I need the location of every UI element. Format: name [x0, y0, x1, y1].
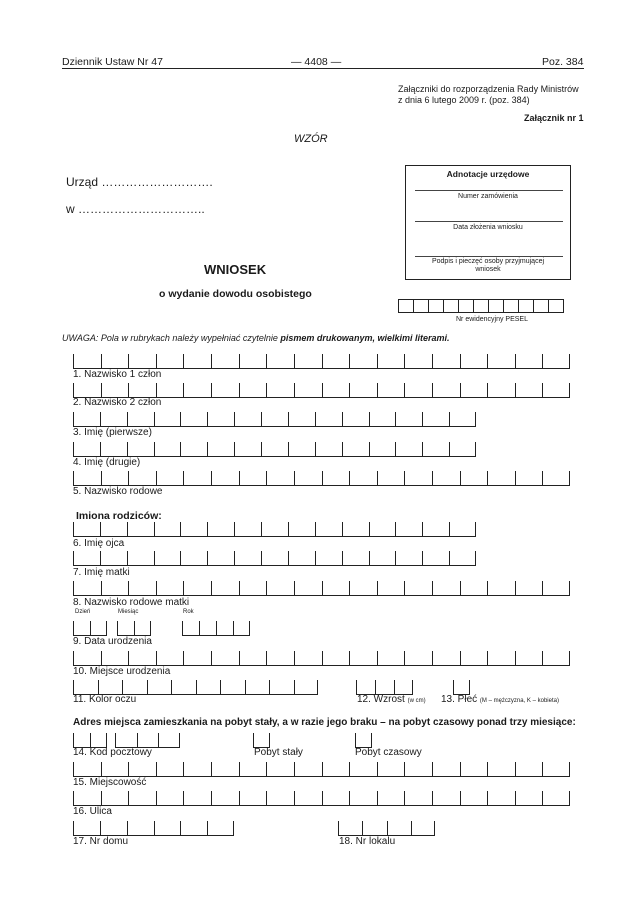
annex-line-1: Załączniki do rozporządzenia Rady Ministrów	[398, 84, 579, 94]
birth-month-input[interactable]	[117, 621, 151, 636]
sex-label-text: 13. Płeć	[441, 694, 478, 705]
office-field: Urząd ……………………….	[66, 175, 213, 189]
office-location-field: w …………………………..	[66, 202, 205, 216]
order-number-line	[415, 190, 563, 191]
permanent-stay-checkbox[interactable]	[253, 733, 270, 748]
signature-label-1: Podpis i pieczęć osoby przyjmującej	[431, 258, 545, 265]
official-annotations-title: Adnotacje urzędowe	[446, 169, 530, 179]
month-label: Miesiąc	[118, 609, 139, 615]
height-label	[357, 694, 426, 705]
sex-hint: (M – mężczyzna, K – kobieta)	[479, 698, 559, 704]
address-heading: Adres miejsca zamieszkania na pobyt stały, a w razie jego braku – na pobyt czasowy ponad trzy miesiące:	[73, 717, 576, 728]
birth-place-label: 10. Miejsce urodzenia	[73, 666, 171, 677]
form-subtitle: o wydanie dowodu osobistego	[159, 288, 312, 300]
street-input[interactable]	[73, 791, 570, 806]
apartment-number-label: 18. Nr lokalu	[339, 836, 396, 847]
height-input[interactable]	[356, 680, 413, 695]
city-input[interactable]	[73, 762, 570, 777]
pesel-input[interactable]	[398, 299, 568, 314]
birth-date-label: 9. Data urodzenia	[73, 636, 152, 647]
day-label: Dzień	[75, 609, 91, 615]
position-number: Poz. 384	[542, 56, 584, 68]
apartment-number-input[interactable]	[338, 821, 435, 836]
signature-label-2: wniosek	[475, 266, 501, 273]
postal-code-1-input[interactable]	[73, 733, 107, 748]
family-name-label: 5. Nazwisko rodowe	[73, 486, 163, 497]
temporary-stay-label: Pobyt czasowy	[355, 747, 422, 758]
sex-input[interactable]	[453, 680, 470, 695]
mother-family-name-input[interactable]	[73, 581, 570, 596]
eye-color-label: 11. Kolor oczu	[73, 694, 137, 705]
birth-day-input[interactable]	[73, 621, 107, 636]
father-name-input[interactable]	[73, 522, 476, 537]
first-name-label: 3. Imię (pierwsze)	[73, 427, 152, 438]
house-number-input[interactable]	[73, 821, 234, 836]
father-name-label: 6. Imię ojca	[73, 538, 125, 549]
surname-1-label: 1. Nazwisko 1 człon	[73, 369, 162, 380]
eye-color-input[interactable]	[73, 680, 318, 695]
birth-year-input[interactable]	[182, 621, 250, 636]
year-label: Rok	[183, 609, 194, 615]
postal-code-label: 14. Kod pocztowy	[73, 747, 152, 758]
birth-place-input[interactable]	[73, 651, 570, 666]
surname-1-input[interactable]	[73, 354, 570, 369]
instructions-note	[62, 333, 449, 343]
signature-line	[415, 256, 563, 257]
sex-label	[441, 694, 559, 705]
journal-name: Dziennik Ustaw Nr 47	[62, 56, 163, 68]
permanent-stay-label: Pobyt stały	[254, 747, 303, 758]
family-name-input[interactable]	[73, 471, 570, 486]
height-unit: (w cm)	[407, 698, 426, 704]
surname-2-label: 2. Nazwisko 2 człon	[73, 397, 162, 408]
pesel-label: Nr ewidencyjny PESEL	[456, 316, 528, 323]
submission-date-label: Data złożenia wniosku	[453, 224, 523, 231]
header-rule	[62, 68, 584, 69]
instructions-note-text: UWAGA: Pola w rubrykach należy wypełniać czytelnie	[62, 333, 281, 343]
second-name-label: 4. Imię (drugie)	[73, 457, 141, 468]
parents-heading: Imiona rodziców:	[76, 510, 162, 522]
mother-name-input[interactable]	[73, 551, 476, 566]
surname-2-input[interactable]	[73, 383, 570, 398]
annex-number: Załącznik nr 1	[524, 113, 584, 123]
temporary-stay-checkbox[interactable]	[355, 733, 372, 748]
street-label: 16. Ulica	[73, 806, 112, 817]
second-name-input[interactable]	[73, 442, 476, 457]
submission-date-line	[415, 221, 563, 222]
height-label-text: 12. Wzrost	[357, 694, 405, 705]
mother-family-name-label: 8. Nazwisko rodowe matki	[73, 597, 190, 608]
template-label: WZÓR	[294, 133, 328, 145]
mother-name-label: 7. Imię matki	[73, 567, 130, 578]
page-number: — 4408 —	[291, 56, 342, 68]
postal-code-2-input[interactable]	[115, 733, 180, 748]
first-name-input[interactable]	[73, 412, 476, 427]
form-title: WNIOSEK	[204, 262, 267, 277]
annex-line-2: z dnia 6 lutego 2009 r. (poz. 384)	[398, 95, 530, 105]
instructions-note-emphasis: pismem drukowanym, wielkimi literami.	[280, 333, 450, 343]
city-label: 15. Miejscowość	[73, 777, 147, 788]
order-number-label: Numer zamówienia	[458, 193, 518, 200]
house-number-label: 17. Nr domu	[73, 836, 129, 847]
